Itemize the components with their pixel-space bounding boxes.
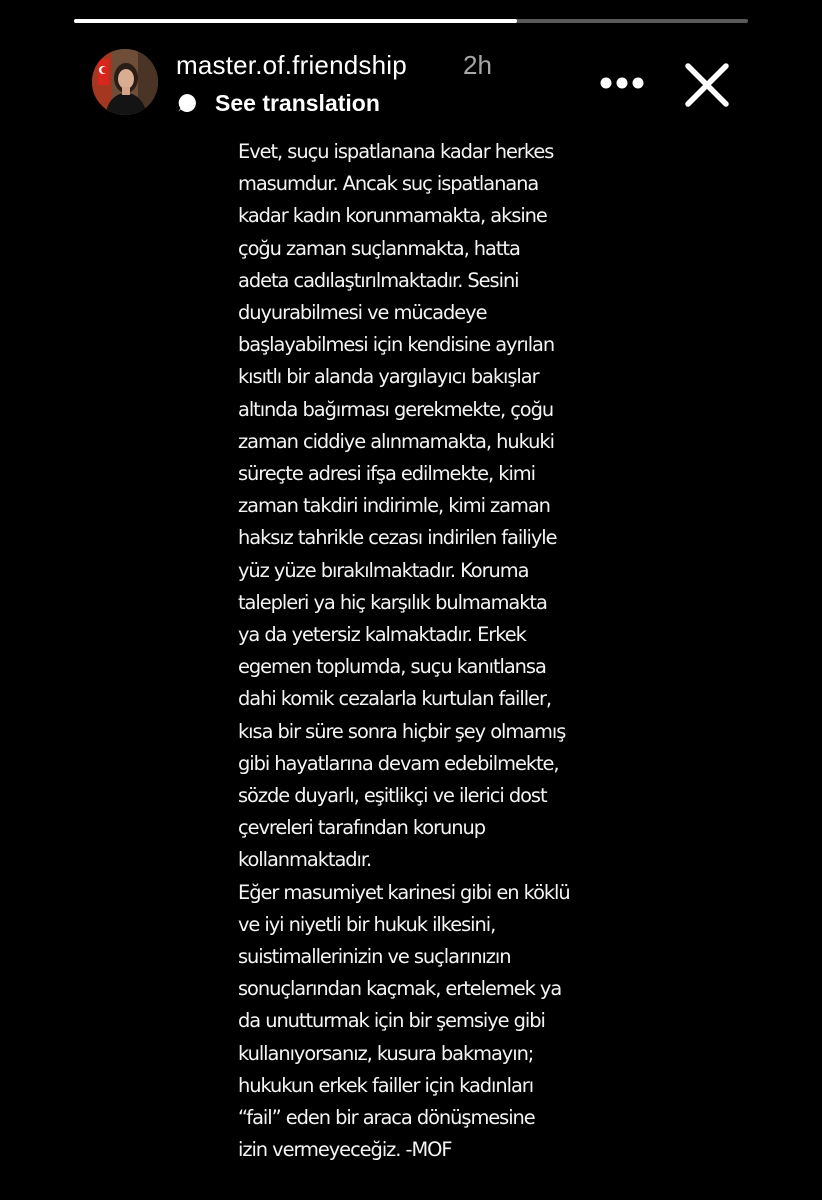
text-line: çoğu zaman suçlanmakta, hatta	[238, 236, 520, 260]
text-line: kısa bir süre sonra hiçbir şey olmamış	[238, 719, 566, 743]
text-line: zaman takdiri indirimle, kimi zaman	[238, 494, 550, 518]
text-line: sonuçlarından kaçmak, ertelemek ya	[238, 977, 562, 1001]
text-line: adeta cadılaştırılmaktadır. Sesini	[238, 268, 519, 292]
close-button[interactable]	[680, 58, 734, 112]
story-progress-bar	[74, 19, 748, 23]
text-line: ve iyi niyetli bir hukuk ilkesini,	[238, 912, 496, 936]
text-line: kadar kadın korunmamakta, aksine	[238, 204, 547, 228]
username[interactable]: master.of.friendship	[176, 50, 407, 80]
text-line: çevreleri tarafından korunup	[238, 816, 486, 840]
text-line: egemen toplumda, suçu kanıtlansa	[238, 655, 546, 679]
see-translation-label: See translation	[215, 89, 380, 116]
translate-icon	[176, 92, 198, 114]
text-line: da unutturmak için bir şemsiye gibi	[238, 1009, 545, 1033]
text-line: duyurabilmesi ve mücadeye	[238, 301, 487, 325]
text-line: dahi komik cezalarla kurtulan failler,	[238, 687, 551, 711]
text-line: başlayabilmesi için kendisine ayrılan	[238, 333, 555, 357]
story-progress-fill	[74, 19, 517, 23]
text-line: masumdur. Ancak suç ispatlanana	[238, 172, 539, 196]
profile-photo-icon	[92, 49, 158, 115]
text-line: zaman ciddiye alınmamakta, hukuki	[238, 429, 554, 453]
text-line: yüz yüze bırakılmaktadır. Koruma	[238, 558, 529, 582]
avatar[interactable]	[92, 49, 158, 115]
text-line: suistimallerinizin ve suçlarınızın	[238, 945, 511, 969]
text-line: hukukun erkek failler için kadınları	[238, 1073, 534, 1097]
text-line: izin vermeyeceğiz. -MOF	[238, 1138, 452, 1162]
text-line: ya da yetersiz kalmaktadır. Erkek	[238, 623, 526, 647]
text-line: kısıtlı bir alanda yargılayıcı bakışlar	[238, 365, 539, 389]
text-line: altında bağırması gerekmekte, çoğu	[238, 397, 554, 421]
text-line: haksız tahrikle cezası indirilen failiyle	[238, 526, 557, 550]
text-line: sözde duyarlı, eşitlikçi ve ilerici dost	[238, 784, 547, 808]
text-line: kollanmaktadır.	[238, 848, 372, 872]
close-icon	[680, 58, 734, 112]
text-line: Evet, suçu ispatlanana kadar herkes	[238, 140, 554, 163]
more-options-icon	[596, 66, 648, 100]
text-line: talepleri ya hiç karşılık bulmamakta	[238, 590, 547, 614]
text-line: “fail” eden bir araca dönüşmesine	[238, 1106, 535, 1130]
text-line: süreçte adresi ifşa edilmekte, kimi	[238, 462, 535, 486]
text-line: Eğer masumiyet karinesi gibi en köklü	[238, 880, 570, 904]
text-line: gibi hayatlarına devam edebilmekte,	[238, 751, 559, 775]
more-options-button[interactable]	[596, 66, 648, 100]
post-time: 2h	[463, 50, 492, 80]
see-translation-button[interactable]	[176, 88, 380, 118]
text-line: kullanıyorsanız, kusura bakmayın;	[238, 1041, 534, 1065]
story-text	[238, 136, 618, 1167]
